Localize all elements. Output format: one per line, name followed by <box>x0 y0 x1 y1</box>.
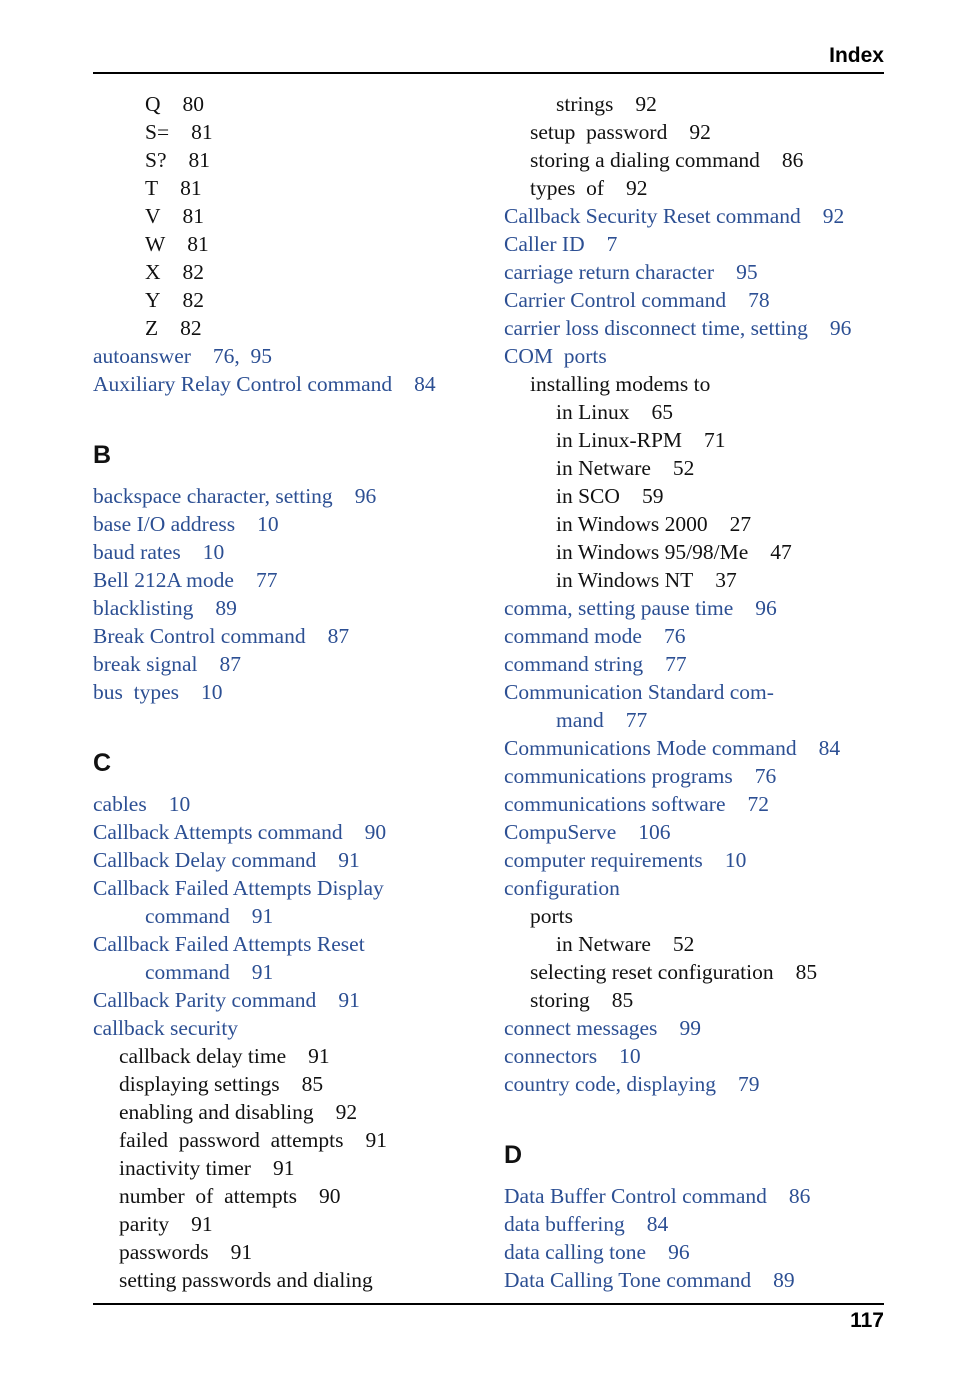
page-reference[interactable]: 76 <box>663 624 686 648</box>
page-reference[interactable]: 91 <box>251 960 274 984</box>
index-subentry <box>504 930 889 958</box>
index-term: X <box>145 260 161 284</box>
index-term: communications software <box>504 792 726 816</box>
page-reference: 92 <box>335 1100 358 1124</box>
index-subentry <box>93 314 488 342</box>
index-subentry <box>93 1126 488 1154</box>
index-entry[interactable] <box>93 930 488 958</box>
section-letter: C <box>93 749 112 777</box>
index-entry[interactable] <box>504 314 889 342</box>
index-entry[interactable] <box>504 1042 889 1070</box>
index-entry[interactable] <box>504 1070 889 1098</box>
index-term: strings <box>556 92 614 116</box>
index-entry[interactable] <box>504 678 889 706</box>
index-subentry <box>504 370 889 398</box>
index-term: Q <box>145 92 161 116</box>
index-term: command <box>145 904 230 928</box>
index-term: Callback Failed Attempts Reset <box>93 932 365 956</box>
index-entry-continuation[interactable] <box>93 902 488 930</box>
index-term: in Windows 2000 <box>556 512 708 536</box>
index-entry[interactable] <box>504 286 889 314</box>
page-reference[interactable]: 77 <box>625 708 648 732</box>
index-term: setup password <box>530 120 668 144</box>
index-entry[interactable] <box>93 678 488 706</box>
index-entry[interactable] <box>504 734 889 762</box>
page-reference[interactable]: 10 <box>619 1044 641 1068</box>
page-reference: 71 <box>704 428 726 452</box>
index-subentry <box>504 146 889 174</box>
index-subentry <box>504 118 889 146</box>
index-entry[interactable] <box>93 1014 488 1042</box>
index-term: enabling and disabling <box>119 1100 314 1124</box>
index-term: V <box>145 204 161 228</box>
index-term: storing a dialing command <box>530 148 760 172</box>
page-reference[interactable]: 79 <box>737 1072 760 1096</box>
page-reference[interactable]: 10 <box>201 680 223 704</box>
index-term: Callback Failed Attempts Display <box>93 876 384 900</box>
page-reference[interactable]: 89 <box>773 1268 795 1292</box>
page-reference[interactable]: 87 <box>327 624 350 648</box>
index-entry[interactable] <box>93 566 488 594</box>
index-term: cables <box>93 792 147 816</box>
index-term: break signal <box>93 652 198 676</box>
index-term: selecting reset configuration <box>530 960 774 984</box>
page-reference: 81 <box>187 232 209 256</box>
page-reference: 90 <box>318 1184 341 1208</box>
page-reference: 92 <box>689 120 711 144</box>
page-reference[interactable]: 10 <box>168 792 191 816</box>
footer-rule <box>93 1303 884 1305</box>
index-subentry <box>504 90 889 118</box>
index-term: Communications Mode command <box>504 736 797 760</box>
index-term: carrier loss disconnect time, setting <box>504 316 808 340</box>
index-subentry <box>93 258 488 286</box>
index-entry[interactable] <box>504 874 889 902</box>
index-entry[interactable] <box>504 762 889 790</box>
index-subentry <box>93 1042 488 1070</box>
index-entry[interactable] <box>504 1014 889 1042</box>
index-subentry <box>504 454 889 482</box>
index-subentry <box>504 426 889 454</box>
page-reference[interactable]: 78 <box>748 288 770 312</box>
index-subentry <box>504 902 889 930</box>
index-entry[interactable] <box>93 510 488 538</box>
index-subentry <box>93 1070 488 1098</box>
index-subentry <box>93 118 488 146</box>
page-reference[interactable]: 99 <box>679 1016 701 1040</box>
index-term: in Windows 95/98/Me <box>556 540 749 564</box>
page-header-title: Index <box>829 44 884 67</box>
index-term: carriage return character <box>504 260 715 284</box>
index-entry[interactable] <box>504 342 889 370</box>
index-subentry <box>504 986 889 1014</box>
index-term: S= <box>145 120 170 144</box>
page-reference: 81 <box>191 120 213 144</box>
page-reference[interactable]: 84 <box>818 736 841 760</box>
page-reference: 85 <box>301 1072 324 1096</box>
index-entry[interactable] <box>504 230 889 258</box>
index-subentry <box>93 1238 488 1266</box>
index-entry[interactable] <box>504 594 889 622</box>
page-reference: 91 <box>191 1212 213 1236</box>
index-term: configuration <box>504 876 620 900</box>
index-term: displaying settings <box>119 1072 280 1096</box>
index-entry[interactable] <box>93 622 488 650</box>
index-term: base I/O address <box>93 512 236 536</box>
page-reference: 92 <box>626 176 648 200</box>
index-term: Callback Parity command <box>93 988 317 1012</box>
page-reference: 52 <box>672 456 695 480</box>
page-reference[interactable]: 89 <box>215 596 237 620</box>
index-subentry <box>93 1210 488 1238</box>
index-term: Data Buffer Control command <box>504 1184 767 1208</box>
page-reference[interactable]: 95 <box>736 260 758 284</box>
page-reference: 91 <box>308 1044 330 1068</box>
index-term: S? <box>145 148 167 172</box>
index-term: autoanswer <box>93 344 191 368</box>
index-entry[interactable] <box>504 790 889 818</box>
page-reference[interactable]: 87 <box>219 652 241 676</box>
index-term: number of attempts <box>119 1184 297 1208</box>
page-reference[interactable]: 96 <box>668 1240 690 1264</box>
index-term: Communication Standard com- <box>504 680 774 704</box>
index-term: COM ports <box>504 344 607 368</box>
page-reference[interactable]: 92 <box>822 204 845 228</box>
index-entry[interactable] <box>93 482 488 510</box>
page-reference[interactable]: 96 <box>354 484 377 508</box>
index-term: command mode <box>504 624 642 648</box>
page-reference[interactable]: 10 <box>257 512 279 536</box>
page-reference[interactable]: 96 <box>755 596 777 620</box>
index-term: baud rates <box>93 540 181 564</box>
page-reference: 80 <box>182 92 205 116</box>
index-column-left <box>93 90 488 1294</box>
page-reference: 82 <box>182 260 205 284</box>
page-reference[interactable]: 106 <box>638 820 671 844</box>
index-term: CompuServe <box>504 820 617 844</box>
index-term: computer requirements <box>504 848 703 872</box>
index-term: backspace character, setting <box>93 484 333 508</box>
index-subentry <box>93 174 488 202</box>
section-letter: B <box>93 441 112 469</box>
index-term: country code, displaying <box>504 1072 716 1096</box>
index-term: in Netware <box>556 932 651 956</box>
index-term: mand <box>556 708 604 732</box>
page-reference[interactable]: 77 <box>255 568 278 592</box>
page-reference: 91 <box>365 1128 388 1152</box>
page-reference: 82 <box>180 316 202 340</box>
index-subentry <box>504 958 889 986</box>
page-reference: 86 <box>781 148 804 172</box>
index-term: setting passwords and dialing <box>119 1268 373 1292</box>
index-term: comma, setting pause time <box>504 596 734 620</box>
index-term: in Linux-RPM <box>556 428 683 452</box>
index-term: Z <box>145 316 159 340</box>
index-term: types of <box>530 176 605 200</box>
index-subentry <box>93 1266 488 1294</box>
index-term: inactivity timer <box>119 1156 251 1180</box>
page-reference: 82 <box>182 288 205 312</box>
page-reference[interactable]: 72 <box>747 792 770 816</box>
page-reference: 81 <box>188 148 210 172</box>
header-rule <box>93 72 884 74</box>
index-entry[interactable] <box>504 846 889 874</box>
index-entry[interactable] <box>504 622 889 650</box>
page-reference[interactable]: 90 <box>364 820 387 844</box>
page-reference[interactable]: 76, 95 <box>212 344 273 368</box>
index-entry[interactable] <box>504 1182 889 1210</box>
index-term: Carrier Control command <box>504 288 727 312</box>
page-reference[interactable]: 84 <box>414 372 436 396</box>
index-entry[interactable] <box>93 846 488 874</box>
index-entry[interactable] <box>504 202 889 230</box>
index-term: blacklisting <box>93 596 194 620</box>
index-term: callback delay time <box>119 1044 287 1068</box>
page-reference: 65 <box>651 400 673 424</box>
page-reference[interactable]: 76 <box>754 764 777 788</box>
index-term: callback security <box>93 1016 239 1040</box>
index-term: bus types <box>93 680 179 704</box>
index-term: ports <box>530 904 573 928</box>
page-reference: 85 <box>611 988 634 1012</box>
index-subentry <box>504 510 889 538</box>
index-term: parity <box>119 1212 170 1236</box>
page-reference: 47 <box>770 540 792 564</box>
index-entry[interactable] <box>93 538 488 566</box>
page-reference[interactable]: 10 <box>202 540 225 564</box>
page-reference[interactable]: 91 <box>338 848 360 872</box>
index-entry[interactable] <box>93 818 488 846</box>
index-entry[interactable] <box>504 258 889 286</box>
index-term: command <box>145 960 230 984</box>
index-term: in Netware <box>556 456 651 480</box>
index-entry[interactable] <box>504 650 889 678</box>
page-reference: 37 <box>715 568 737 592</box>
page-reference[interactable]: 77 <box>665 652 687 676</box>
index-subentry <box>504 538 889 566</box>
section-letter: D <box>504 1141 523 1169</box>
index-term: Callback Attempts command <box>93 820 343 844</box>
index-term: connectors <box>504 1044 598 1068</box>
index-entry[interactable] <box>93 370 488 398</box>
index-column-right <box>504 90 889 1294</box>
index-subentry <box>93 1098 488 1126</box>
index-term: Break Control command <box>93 624 306 648</box>
index-subentry <box>504 174 889 202</box>
page-reference: 85 <box>795 960 818 984</box>
index-entry[interactable] <box>93 874 488 902</box>
index-term: installing modems to <box>530 372 711 396</box>
index-subentry <box>93 286 488 314</box>
page-number: 117 <box>850 1309 884 1332</box>
page-reference[interactable]: 96 <box>829 316 852 340</box>
page-reference: 59 <box>641 484 664 508</box>
index-entry[interactable] <box>93 986 488 1014</box>
index-term: W <box>145 232 166 256</box>
index-subentry <box>93 146 488 174</box>
index-term: data calling tone <box>504 1240 647 1264</box>
index-term: storing <box>530 988 590 1012</box>
index-term: Caller ID <box>504 232 585 256</box>
index-term: in Windows NT <box>556 568 694 592</box>
index-entry[interactable] <box>504 1266 889 1294</box>
index-subentry <box>504 398 889 426</box>
index-term: Auxiliary Relay Control command <box>93 372 393 396</box>
index-entry[interactable] <box>93 790 488 818</box>
index-subentry <box>93 202 488 230</box>
page-reference[interactable]: 7 <box>606 232 618 256</box>
index-subentry <box>504 482 889 510</box>
index-term: data buffering <box>504 1212 625 1236</box>
page-reference[interactable]: 86 <box>788 1184 811 1208</box>
index-subentry <box>93 1154 488 1182</box>
index-term: Bell 212A mode <box>93 568 234 592</box>
page-reference: 27 <box>729 512 752 536</box>
index-entry-continuation[interactable] <box>504 706 889 734</box>
index-entry[interactable] <box>93 650 488 678</box>
page-reference[interactable]: 10 <box>724 848 747 872</box>
index-term: Callback Delay command <box>93 848 317 872</box>
page-reference: 81 <box>182 204 205 228</box>
index-term: in Linux <box>556 400 630 424</box>
index-term: in SCO <box>556 484 620 508</box>
index-term: T <box>145 176 159 200</box>
index-entry[interactable] <box>93 594 488 622</box>
page-reference[interactable]: 91 <box>251 904 274 928</box>
page-reference[interactable]: 91 <box>338 988 360 1012</box>
page-reference: 91 <box>230 1240 253 1264</box>
page-reference: 92 <box>635 92 657 116</box>
index-term: failed password attempts <box>119 1128 344 1152</box>
page-reference[interactable]: 84 <box>646 1212 669 1236</box>
page-reference: 81 <box>180 176 202 200</box>
index-term: command string <box>504 652 644 676</box>
index-entry[interactable] <box>504 1238 889 1266</box>
index-subentry <box>93 90 488 118</box>
index-term: passwords <box>119 1240 209 1264</box>
index-term: connect messages <box>504 1016 658 1040</box>
index-entry[interactable] <box>93 342 488 370</box>
index-subentry <box>93 1182 488 1210</box>
index-term: Y <box>145 288 161 312</box>
index-entry[interactable] <box>504 1210 889 1238</box>
index-term: Callback Security Reset command <box>504 204 801 228</box>
page-reference: 91 <box>272 1156 295 1180</box>
page-reference: 52 <box>672 932 695 956</box>
index-subentry <box>93 230 488 258</box>
index-term: communications programs <box>504 764 733 788</box>
index-subentry <box>504 566 889 594</box>
index-entry-continuation[interactable] <box>93 958 488 986</box>
index-entry[interactable] <box>504 818 889 846</box>
index-term: Data Calling Tone command <box>504 1268 752 1292</box>
